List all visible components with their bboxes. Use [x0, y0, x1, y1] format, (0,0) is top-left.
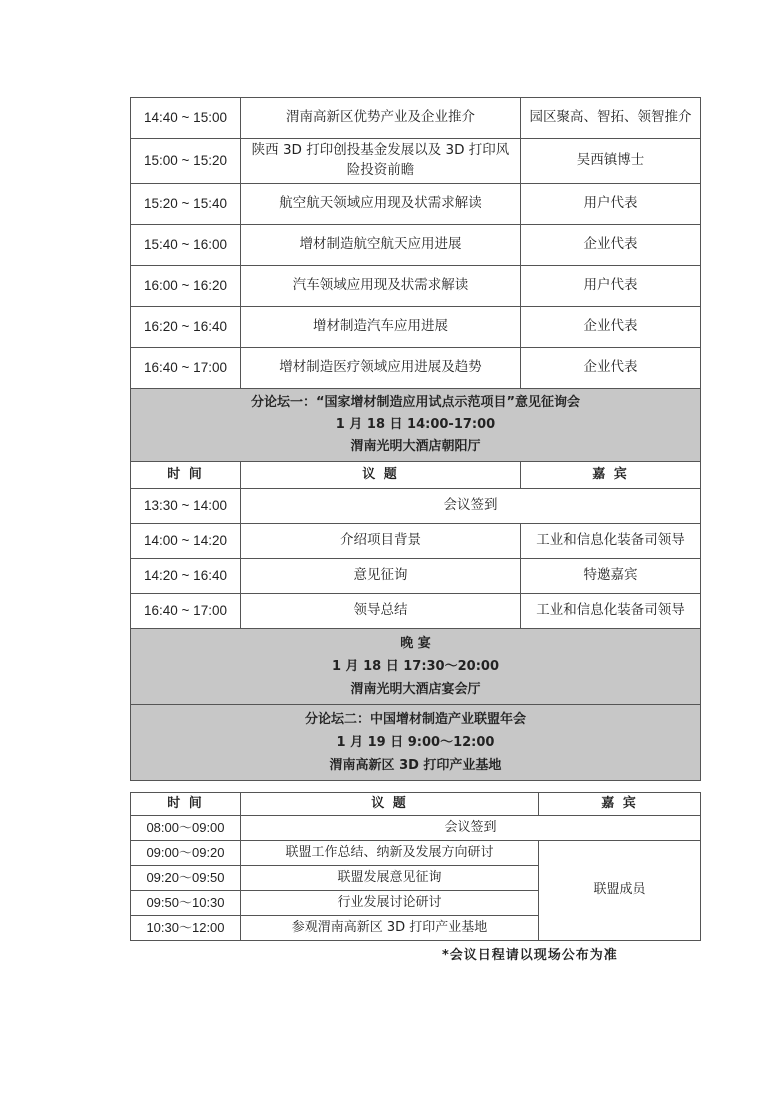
header-speaker: 嘉 宾: [521, 462, 701, 489]
time-cell: 09:00～09:20: [131, 841, 241, 866]
time-cell: 16:40 ~ 17:00: [131, 348, 241, 389]
forum1-title: 分论坛一：“国家增材制造应用试点示范项目”意见征询会: [250, 395, 581, 410]
speaker-cell: 工业和信息化装备司领导: [521, 524, 701, 559]
topic-cell: 参观渭南高新区 3D 打印产业基地: [241, 916, 539, 941]
table-header-row: [131, 462, 701, 489]
table-row: [131, 139, 701, 184]
time-cell: 09:50～10:30: [131, 891, 241, 916]
schedule-table-forum2: [130, 792, 701, 941]
time-cell: 16:20 ~ 16:40: [131, 307, 241, 348]
table-header-row: [131, 793, 701, 816]
dinner-date: 1 月 18 日 17:30～20:00: [331, 659, 499, 674]
time-cell: 13:30 ~ 14:00: [131, 489, 241, 524]
table-row: [131, 841, 701, 866]
signin-cell: 会议签到: [241, 489, 701, 524]
table-row: [131, 98, 701, 139]
table-row: [131, 307, 701, 348]
time-cell: 08:00～09:00: [131, 816, 241, 841]
topic-cell: 联盟发展意见征询: [241, 866, 539, 891]
time-cell: 15:40 ~ 16:00: [131, 225, 241, 266]
forum2-date: 1 月 19 日 9:00～12:00: [336, 735, 495, 750]
dinner-banner: [131, 629, 701, 705]
topic-cell: 增材制造汽车应用进展: [241, 307, 521, 348]
table-row: [131, 594, 701, 629]
time-cell: 14:00 ~ 14:20: [131, 524, 241, 559]
topic-cell: 汽车领域应用现及状需求解读: [241, 266, 521, 307]
topic-cell: 领导总结: [241, 594, 521, 629]
speaker-merged-cell: 联盟成员: [539, 841, 701, 941]
header-topic: 议 题: [241, 793, 539, 816]
speaker-cell: 园区聚高、智拓、领智推介: [521, 98, 701, 139]
signin-cell: 会议签到: [241, 816, 701, 841]
speaker-cell: 吴西镇博士: [521, 139, 701, 184]
time-cell: 16:40 ~ 17:00: [131, 594, 241, 629]
time-cell: 16:00 ~ 16:20: [131, 266, 241, 307]
forum2-venue: 渭南高新区 3D 打印产业基地: [329, 758, 502, 773]
topic-cell: 介绍项目背景: [241, 524, 521, 559]
time-cell: 14:40 ~ 15:00: [131, 98, 241, 139]
forum2-title: 分论坛二：中国增材制造产业联盟年会: [304, 712, 526, 727]
time-cell: 15:00 ~ 15:20: [131, 139, 241, 184]
time-cell: 14:20 ~ 16:40: [131, 559, 241, 594]
time-cell: 10:30～12:00: [131, 916, 241, 941]
schedule-table-main: [130, 97, 701, 781]
topic-cell: 意见征询: [241, 559, 521, 594]
speaker-cell: 企业代表: [521, 348, 701, 389]
schedule-note: *会议日程请以现场公布为准: [442, 948, 618, 963]
table-row: [131, 225, 701, 266]
table-row: [131, 559, 701, 594]
speaker-cell: 用户代表: [521, 266, 701, 307]
forum1-banner-cell: [131, 389, 701, 462]
topic-cell: 增材制造航空航天应用进展: [241, 225, 521, 266]
time-cell: 15:20 ~ 15:40: [131, 184, 241, 225]
topic-cell: 航空航天领域应用现及状需求解读: [241, 184, 521, 225]
forum1-venue: 渭南光明大酒店朝阳厅: [350, 439, 481, 454]
table-row: [131, 816, 701, 841]
topic-cell: 行业发展讨论研讨: [241, 891, 539, 916]
dinner-venue: 渭南光明大酒店宴会厅: [350, 682, 481, 697]
speaker-cell: 工业和信息化装备司领导: [521, 594, 701, 629]
forum1-date: 1 月 18 日 14:00-17:00: [335, 417, 496, 432]
topic-cell: 渭南高新区优势产业及企业推介: [241, 98, 521, 139]
dinner-banner-cell: [131, 629, 701, 705]
topic-cell: 增材制造医疗领域应用进展及趋势: [241, 348, 521, 389]
forum2-banner-cell: [131, 705, 701, 781]
topic-cell: 陕西 3D 打印创投基金发展以及 3D 打印风险投资前瞻: [241, 139, 521, 184]
speaker-cell: 用户代表: [521, 184, 701, 225]
speaker-cell: 企业代表: [521, 225, 701, 266]
forum1-banner: [131, 389, 701, 462]
table-row: [131, 489, 701, 524]
table-row: [131, 266, 701, 307]
time-cell: 09:20～09:50: [131, 866, 241, 891]
table-row: [131, 184, 701, 225]
dinner-title: 晚 宴: [400, 636, 431, 651]
header-topic: 议 题: [241, 462, 521, 489]
header-speaker: 嘉 宾: [539, 793, 701, 816]
header-time: 时 间: [131, 793, 241, 816]
forum2-banner: [131, 705, 701, 781]
speaker-cell: 特邀嘉宾: [521, 559, 701, 594]
table-row: [131, 348, 701, 389]
header-time: 时 间: [131, 462, 241, 489]
table-row: [131, 524, 701, 559]
topic-cell: 联盟工作总结、纳新及发展方向研讨: [241, 841, 539, 866]
speaker-cell: 企业代表: [521, 307, 701, 348]
